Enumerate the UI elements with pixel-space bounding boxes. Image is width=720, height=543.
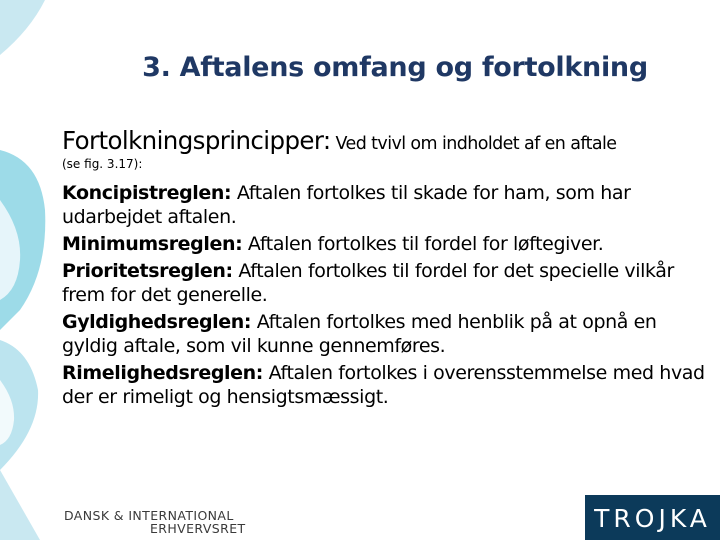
- figure-reference: (se fig. 3.17):: [62, 157, 143, 171]
- rule-item: [62, 181, 712, 229]
- rule-name: Minimumsreglen:: [62, 233, 243, 255]
- heading-description: Ved tvivl om indholdet af en aftale: [330, 134, 617, 154]
- rule-text: Aftalen fortolkes til skade for ham, som har udarbejdet aftalen.: [62, 182, 631, 228]
- rule-item: [62, 232, 712, 256]
- publisher-logo-line2: ERHVERVSRET: [150, 521, 246, 536]
- rule-text: Aftalen fortolkes i overensstemmelse med hvad der er rimeligt og hensigtsmæssigt.: [62, 362, 705, 408]
- rule-name: Gyldighedsreglen:: [62, 311, 252, 333]
- rule-name: Koncipistreglen:: [62, 182, 232, 204]
- rule-text: Aftalen fortolkes med henblik på at opnå en gyldig aftale, som vil kunne gennemføres.: [62, 311, 657, 357]
- publisher-logo-line1: DANSK & INTERNATIONAL: [64, 508, 234, 523]
- rule-name: Prioritetsreglen:: [62, 260, 233, 282]
- slide-content: [62, 126, 712, 412]
- rule-text: Aftalen fortolkes til fordel for løftegiver.: [242, 233, 604, 255]
- rules-list: [62, 181, 712, 409]
- trojka-logo: TROJKA: [585, 495, 720, 540]
- section-heading: [62, 126, 712, 155]
- rule-item: [62, 259, 712, 307]
- heading-term: Fortolkningsprincipper:: [62, 126, 331, 155]
- slide-title: 3. Aftalens omfang og fortolkning: [142, 52, 648, 83]
- rule-name: Rimelighedsreglen:: [62, 362, 263, 384]
- rule-text: Aftalen fortolkes til fordel for det specielle vilkår frem for det generelle.: [62, 260, 674, 306]
- publisher-logo: [64, 509, 246, 535]
- rule-item: [62, 310, 712, 358]
- rule-item: [62, 361, 712, 409]
